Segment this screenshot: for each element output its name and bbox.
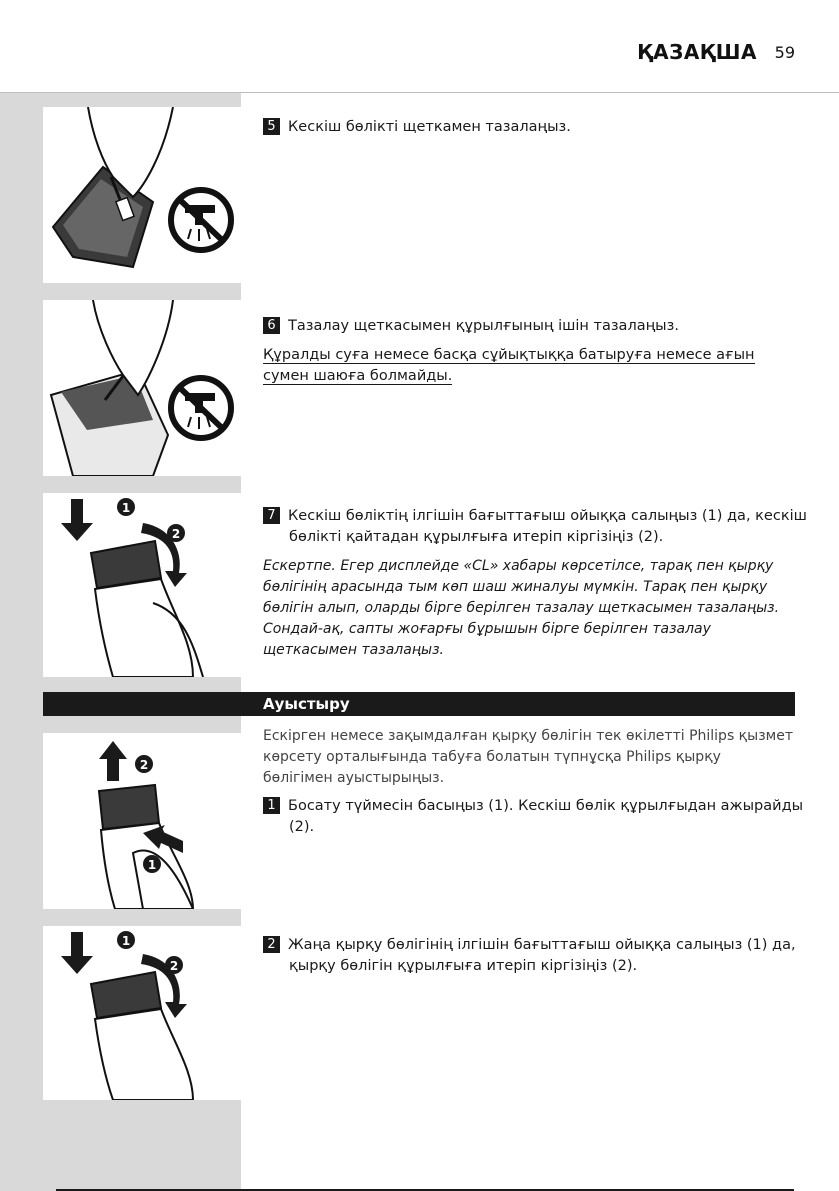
step-text: Кескіш бөлікті щеткамен тазалаңыз. xyxy=(288,119,571,135)
brush-cutter-illustration xyxy=(43,107,247,283)
step-text: Тазалау щеткасымен құрылғының ішін тазалаңыз. xyxy=(288,318,679,334)
replace-step-1 xyxy=(263,796,819,838)
language-heading: ҚАЗАҚША xyxy=(637,40,757,64)
step-7 xyxy=(263,506,819,548)
marker-label-2: 2 xyxy=(139,758,149,772)
step-number: 6 xyxy=(263,317,280,334)
marker-label-1: 1 xyxy=(121,501,131,515)
note-text: Ескертпе. Егер дисплейде «CL» хабары көрсетілсе, тарақ пен қырқу бөлігінің арасында тым көп шаш жиналуы мүмкін. Тарақ пен қырқу бөлігін алып, оларды бірге берілген тазалау щеткасымен тазалаңыз. Сондай-ақ, сапты жоғарғы бұрышын бірге берілген тазалау щеткасымен тазалаңыз. xyxy=(263,558,780,658)
warning-text xyxy=(263,345,791,387)
figure-brush-inside xyxy=(43,300,247,476)
arrow-down-icon xyxy=(61,499,93,541)
warning-underlined: Құралды суға немесе басқа сұйықтыққа батыруға немесе ағын сумен шаюға болмайды. xyxy=(263,347,755,384)
step-text: Жаңа қырқу бөлігінің ілгішін бағыттағыш ойыққа салыңыз (1) да, қырқу бөлігін құрылғыға итеріп кіргізіңіз (2). xyxy=(288,937,796,974)
step-5 xyxy=(263,117,571,138)
marker-label-1: 1 xyxy=(147,858,157,872)
reattach-illustration xyxy=(43,493,247,677)
step-6 xyxy=(263,316,679,337)
step-text: Босату түймесін басыңыз (1). Кескіш бөлік құрылғыдан ажырайды (2). xyxy=(288,798,804,835)
figure-pointer xyxy=(247,310,259,326)
marker-label-2: 2 xyxy=(169,959,179,973)
step-number: 1 xyxy=(263,797,280,814)
figure-attach-new xyxy=(43,926,247,1100)
figure-release xyxy=(43,733,247,909)
step-number: 7 xyxy=(263,507,280,524)
marker-label-1: 1 xyxy=(121,934,131,948)
figure-reattach xyxy=(43,493,247,677)
arrow-down-icon xyxy=(61,932,93,974)
section-title: Ауыстыру xyxy=(263,695,350,713)
figure-brush-cutter xyxy=(43,107,247,283)
page-number: 59 xyxy=(774,43,795,62)
brush-inside-illustration xyxy=(43,300,247,476)
replace-step-2 xyxy=(263,935,819,977)
arrow-up-icon xyxy=(99,741,127,781)
step-text: Кескіш бөліктің ілгішін бағыттағыш ойыққа салыңыз (1) да, кескіш бөлікті қайтадан құрылғыға итеріп кіргізіңіз (2). xyxy=(288,508,807,545)
section-intro: Ескірген немесе зақымдалған қырқу бөлігін тек өкілетті Philips қызмет көрсету орталығында табуға болатын түпнұсқа Philips қырқу бөлігімен ауыстырыңыз. xyxy=(263,728,793,786)
marker-label-2: 2 xyxy=(171,527,181,541)
no-water-icon xyxy=(171,378,231,438)
step-number: 5 xyxy=(263,118,280,135)
step-number: 2 xyxy=(263,936,280,953)
figure-pointer xyxy=(247,116,259,132)
no-water-icon xyxy=(171,190,231,250)
attach-new-illustration xyxy=(43,926,247,1100)
figure-pointer xyxy=(247,936,259,952)
section-bar xyxy=(43,692,795,716)
figure-pointer xyxy=(247,800,259,816)
figure-pointer xyxy=(247,503,259,519)
release-illustration xyxy=(43,733,247,909)
